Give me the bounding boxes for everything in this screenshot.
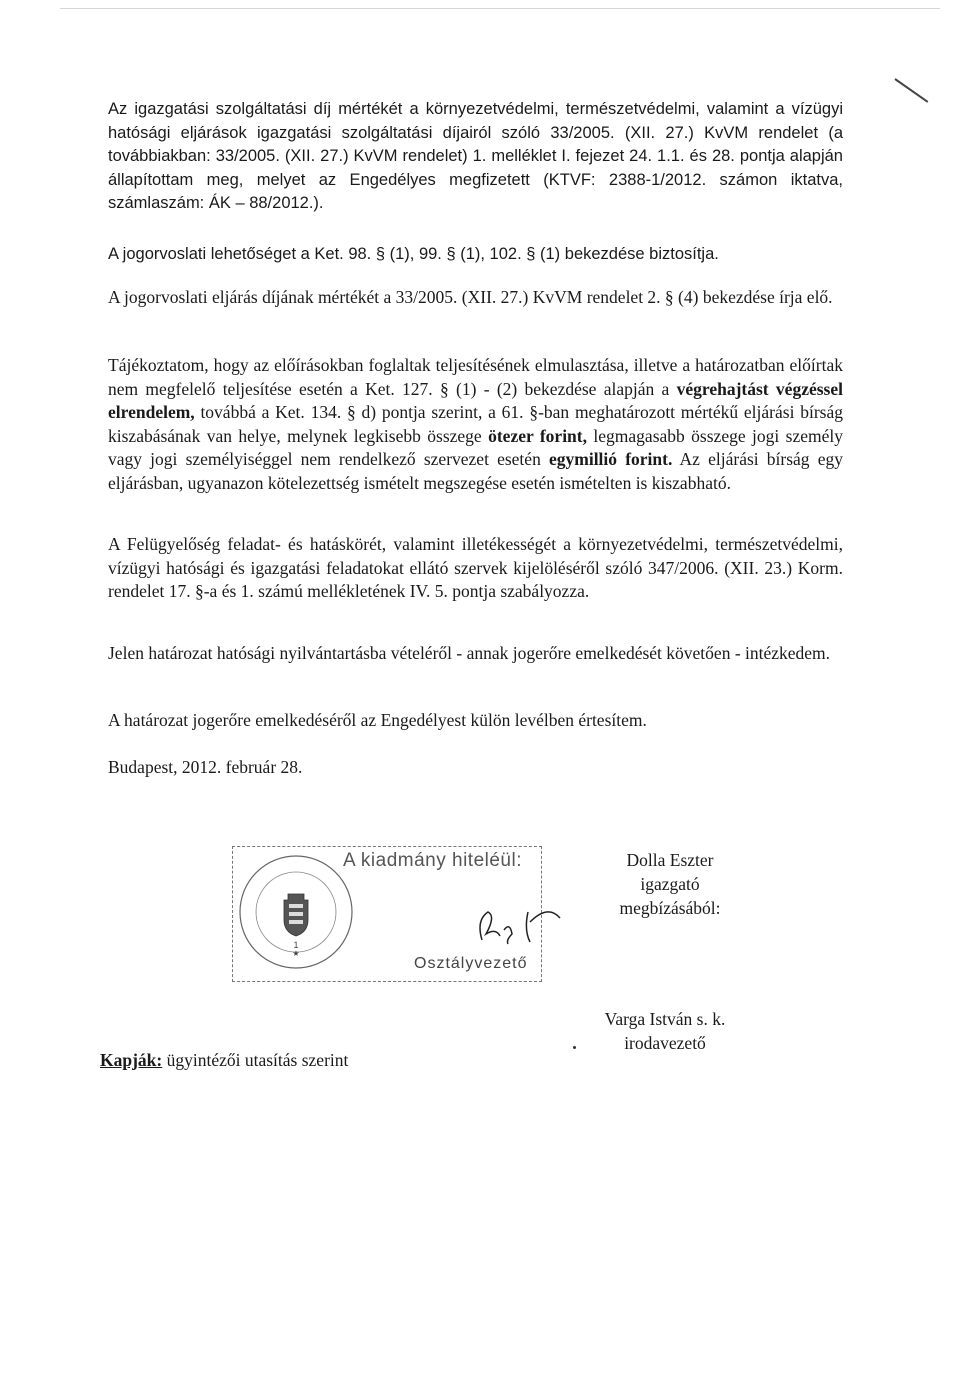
signature-block-director [600, 848, 740, 920]
svg-text:★: ★ [292, 949, 300, 958]
signature-block-office-head [585, 1007, 745, 1055]
paragraph-fee-basis: Az igazgatási szolgáltatási díj mértékét a környezetvédelmi, természetvédelmi, valamint a vízügyi hatósági eljárások igazgatási szolgáltatási díjairól szóló 33/2005. (XII. 27.) KvVM rendelet (a továbbiakban: 33/2005. (XII. 27.) KvVM rendelet) 1. melléklet I. fejezet 24. 1.1. és 28. pontja alapján állapítottam meg, melyet az Engedélyes megfizetett (KTVF: 2388-1/2012. számon iktatva, számlaszám: ÁK – 88/2012.). [108, 100, 843, 212]
office-head-name: Varga István s. k. [604, 1009, 726, 1029]
director-delegation: megbízásából: [619, 898, 721, 918]
date-place: Budapest, 2012. február 28. [108, 757, 303, 777]
notice-text-1: Tájékoztatom, hogy az előírásokban foglaltak teljesítésének elmulasztása, illetve a határozatban előírtak nem megfelelő teljesítése esetén a Ket. 127. § (1) - (2) bekezdése alapján a [108, 355, 843, 399]
paragraph-competence: A Felügyelőség feladat- és hatáskörét, valamint illetékességét a környezetvédelmi, természetvédelmi, vízügyi hatósági és igazgatási feladatokat ellátó szervek kijelöléséről szóló 347/2006. (XII. 23.) Korm. rendelet 17. §-a és 1. számú mellékletének IV. 5. pontja szabályozza. [108, 534, 843, 601]
office-head-title: irodavezető [624, 1033, 706, 1053]
paragraph-registry: Jelen határozat hatósági nyilvántartásba vételéről - annak jogerőre emelkedését követően - intézkedem. [108, 643, 831, 663]
recipients-text: ügyintézői utasítás szerint [166, 1050, 349, 1070]
notice-bold-enforcement: végrehajtást végzéssel elrendelem, [108, 378, 843, 422]
paragraph-legal-remedy: A jogorvoslati lehetőséget a Ket. 98. § (1), 99. § (1), 102. § (1) bekezdése biztosítja. [108, 245, 719, 263]
stamp-certification-text: A kiadmány hiteléül: [343, 850, 522, 871]
stamp-role: Osztályvezető [414, 955, 528, 972]
paragraph-remedy-fee [108, 286, 843, 310]
paragraph-notification: A határozat jogerőre emelkedéséről az Engedélyest külön levélben értesítem. [108, 710, 647, 730]
svg-text:1: 1 [293, 940, 299, 950]
scan-edge-line [60, 8, 940, 9]
director-name: Dolla Eszter [626, 850, 714, 870]
remedy-fee-text: A jogorvoslati eljárás díjának mértékét a 33/2005. (XII. 27.) KvVM rendelet 2. § (4) bekezdése írja elő. [108, 287, 833, 307]
paragraph-enforcement-notice [108, 354, 843, 495]
scan-mark [894, 78, 928, 103]
notice-text-2: továbbá a Ket. 134. § d) pontja szerint, a 61. §-ban meghatározott mértékű eljárási bírság kiszabásának van helye, melynek legkisebb összege [108, 402, 843, 446]
notice-bold-max-amount: egymillió forint. [548, 449, 673, 469]
recipients-line [100, 1050, 348, 1071]
handwritten-signature-icon [470, 900, 570, 950]
director-title: igazgató [640, 874, 700, 894]
notice-text-3: legmagasabb összege jogi személy vagy jogi személyiséggel nem rendelkező szervezet esetén [108, 425, 843, 469]
ink-dot [573, 1046, 576, 1049]
recipients-label: Kapják: [100, 1050, 163, 1070]
notice-bold-min-amount: ötezer forint, [488, 425, 587, 446]
notice-text-4: Az eljárási bírság egy eljárásban, ugyanazon kötelezettség ismételt megszegése esetén ismételten is kiszabható. [108, 449, 843, 493]
official-seal-icon [236, 852, 356, 972]
